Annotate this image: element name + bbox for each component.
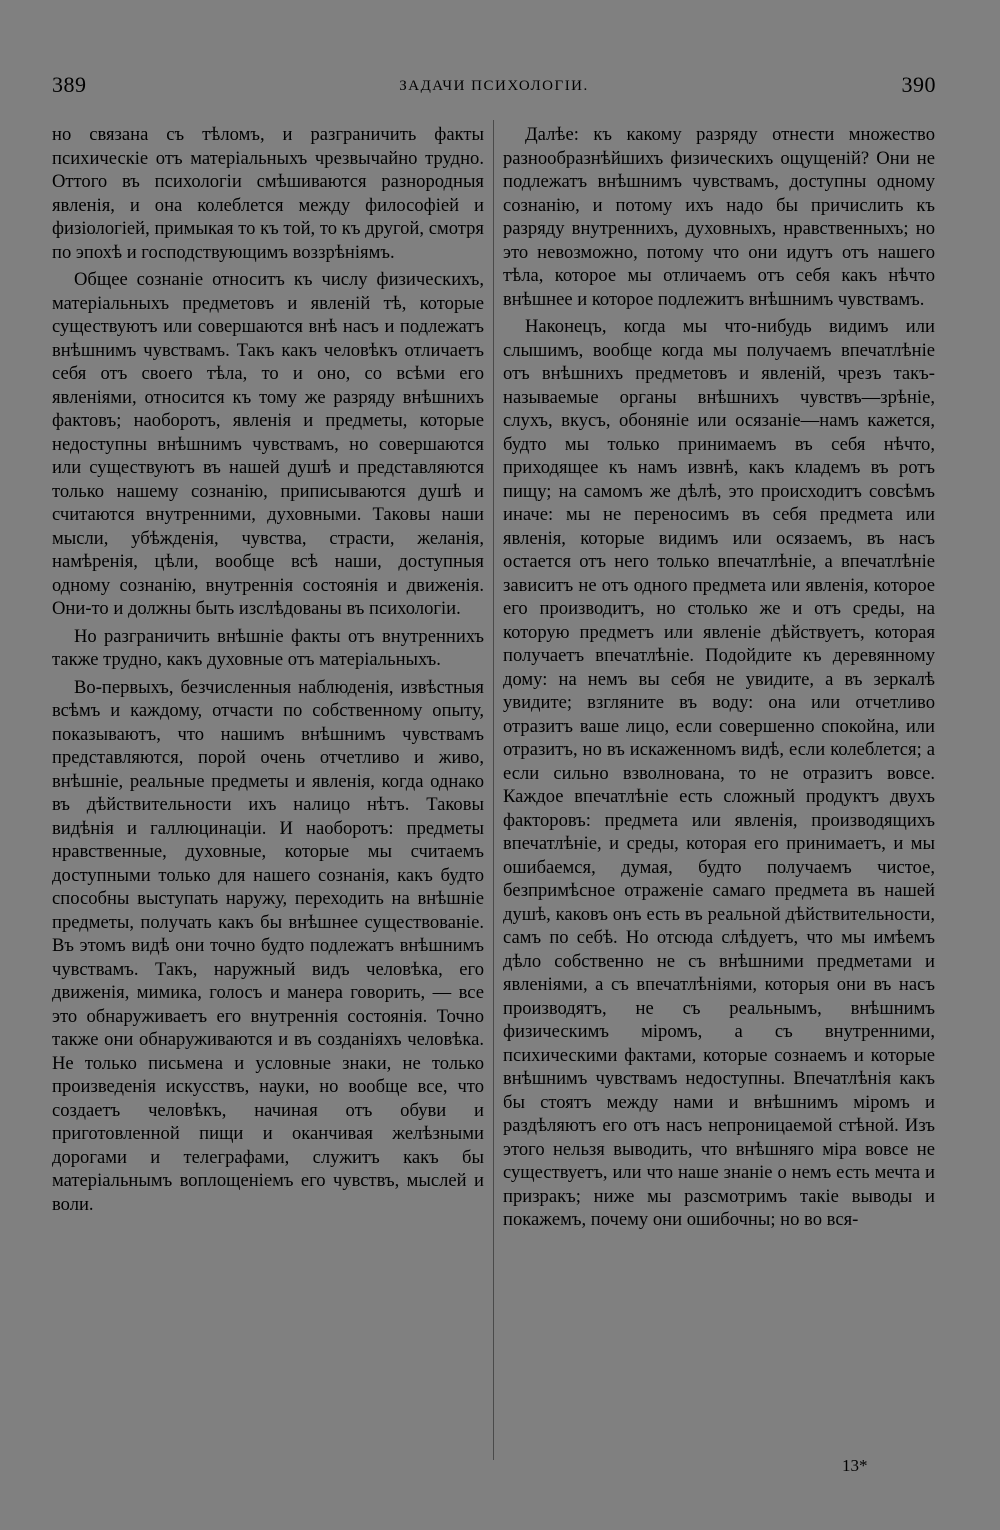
paragraph: Общее сознаніе относитъ къ числу физическихъ, матеріальныхъ предметовъ и явленій тѣ, которые существуютъ или совершаются внѣ насъ и подлежатъ внѣшнимъ чувствамъ. Такъ какъ человѣкъ отличаетъ себя отъ своего тѣла, то и оно, со всѣми его явленіями, относится къ тому же разряду внѣшнихъ фактовъ; наоборотъ, явленія и предметы, которые недоступны внѣшнимъ чувствамъ, но совершаются или существуютъ въ нашей душѣ и представляются только нашему сознанію, приписываются душѣ и считаются внутренними, духовными. Таковы наши мысли, убѣжденія, чувства, страсти, желанія, намѣренія, цѣли, вообще всѣ наши, доступныя одному сознанію, внутреннія состоянія и движенія. Они-то и должны быть изслѣдованы въ психологіи. [52,269,484,619]
page-number-left: 389 [52,72,87,97]
paragraph: Далѣе: къ какому разряду отнести множество разнообразнѣйшихъ физическихъ ощущеній? Они не подлежатъ внѣшнимъ чувствамъ, доступны одному сознанію, и потому ихъ надо бы причислить къ разряду внутреннихъ, духовныхъ, нравственныхъ; но это невозможно, потому что они идутъ отъ нашего тѣла, которое мы отличаемъ отъ себя какъ нѣчто внѣшнее и которое подлежитъ внѣшнимъ чувствамъ. [503,124,935,310]
running-header [52,72,936,102]
left-column [52,123,484,1216]
page-number-right: 390 [901,72,936,97]
running-title: ЗАДАЧИ ПСИХОЛОГІИ. [399,78,589,94]
paragraph: Во-первыхъ, безчисленныя наблюденія, извѣстныя всѣмъ и каждому, отчасти по собственному опыту, показываютъ, что нашимъ внѣшнимъ чувствамъ представляются, порой очень отчетливо и живо, внѣшніе, реальные предметы и явленія, когда однако въ дѣйствительности ихъ налицо нѣтъ. Таковы видѣнія и галлюцинаціи. И наоборотъ: предметы нравственные, духовные, которые мы считаемъ доступными только для нашего сознанія, какъ будто способны выступать наружу, переходить на внѣшніе предметы, получать какъ бы внѣшнее существованіе. Въ этомъ видѣ они точно будто подлежатъ внѣшнимъ чувствамъ. Такъ, наружный видъ человѣка, его движенія, мимика, голосъ и манера говорить, — все это обнаруживаетъ его внутреннія состоянія. Точно также они обнаруживаются и въ созданіяхъ человѣка. Не только письмена и условные знаки, не только произведенія искусствъ, науки, но вообще все, что создаетъ человѣкъ, начиная отъ обуви и приготовленной пищи и оканчивая желѣзными дорогами и телеграфами, служитъ какъ бы матеріальнымъ воплощеніемъ его чувствъ, мыслей и воли. [52,676,484,1215]
signature-mark: 13* [842,1456,868,1475]
right-column [503,123,935,1232]
paragraph: Но разграничить внѣшніе факты отъ внутреннихъ также трудно, какъ духовные отъ матеріальныхъ. [52,625,484,670]
paragraph: Наконецъ, когда мы что-нибудь видимъ или слышимъ, вообще когда мы получаемъ впечатлѣніе отъ внѣшнихъ предметовъ и явленій, чрезъ такъ-называемые органы внѣшнихъ чувствъ—зрѣніе, слухъ, вкусъ, обоняніе или осязаніе—намъ кажется, будто мы только принимаемъ въ себя нѣчто, приходящее къ намъ извнѣ, какъ кладемъ въ ротъ пищу; на самомъ же дѣлѣ, это происходитъ совсѣмъ иначе: мы не переносимъ въ себя предмета или явленія, которые видимъ или осязаемъ, въ насъ остается отъ него только впечатлѣніе, а впечатлѣніе зависитъ не отъ одного предмета или явленія, которое его производитъ, но столько же и отъ среды, на которую предметъ или явленіе дѣйствуетъ, которая получаетъ впечатлѣніе. Подойдите къ деревянному дому: на немъ вы себя не увидите, а въ зеркалѣ увидите; взгляните въ воду: она или отчетливо отразитъ ваше лицо, если совершенно спокойна, или отразитъ, но въ искаженномъ видѣ, если колеблется; а если сильно взволнована, то не отразитъ вовсе. Каждое впечатлѣніе есть сложный продуктъ двухъ факторовъ: предмета или явленія, производящихъ впечатлѣніе, и среды, которая его принимаетъ, и мы ошибаемся, думая, будто получаемъ чистое, безпримѣсное отраженіе самаго предмета въ нашей душѣ, каковъ онъ есть въ реальной дѣйствительности, самъ по себѣ. Но отсюда слѣдуетъ, что мы имѣемъ дѣло собственно не съ внѣшними предметами и явленіями, а съ впечатлѣніями, которыя они въ насъ производятъ, не съ реальнымъ, внѣшнимъ физическимъ міромъ, а съ внутренними, психическими фактами, которые сознаемъ и которые внѣшнимъ чувствамъ недоступны. Впечатлѣнія какъ бы стоятъ между нами и внѣшнимъ міромъ и раздѣляютъ его отъ насъ непроницаемой стѣной. Изъ этого нельзя выводить, что внѣшняго міра вовсе не существуетъ, или что наше знаніе о немъ есть мечта и призракъ; ниже мы разсмотримъ такіе выводы и покажемъ, почему они ошибочны; но во вся- [503,316,935,1230]
column-divider [493,120,494,1460]
paragraph: но связана съ тѣломъ, и разграничить факты психическіе отъ матеріальныхъ чрезвычайно трудно. Оттого въ психологіи смѣшиваются разнородныя явленія, и она колеблется между философіей и физіологіей, примыкая то къ той, то къ другой, смотря по эпохѣ и господствующимъ воззрѣніямъ. [52,124,484,263]
